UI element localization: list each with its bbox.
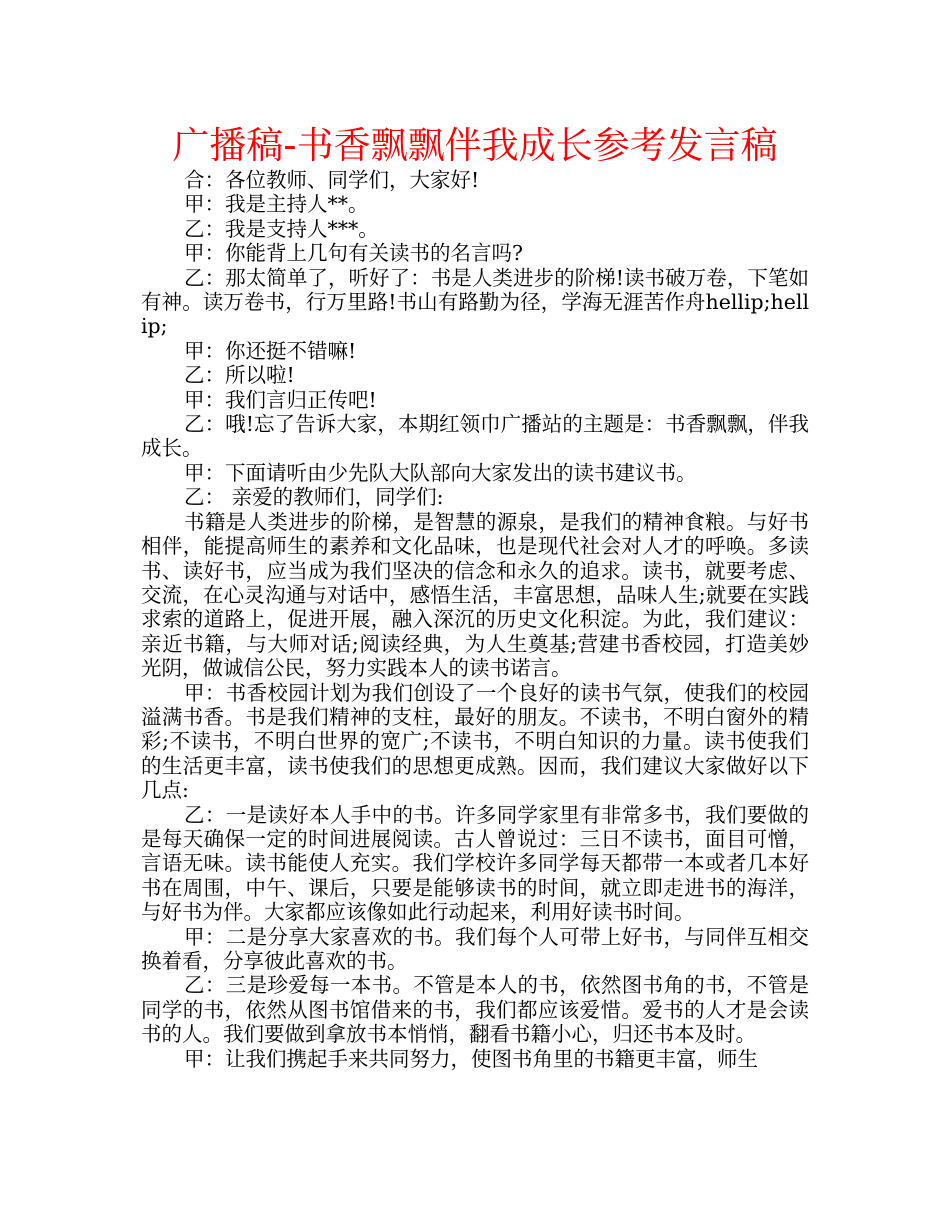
paragraph: 甲：我是主持人**。: [184, 192, 369, 217]
paragraph: 书籍是人类进步的阶梯，是智慧的源泉，是我们的精神食粮。与好书相伴，能提高师生的素养和文化品味，也是现代社会对人才的呼唤。多读书、读好书，应当成为我们坚决的信念和永久的追求。读书，就要考虑、交流，在心灵沟通与对话中，感悟生活，丰富思想，品味人生;就要在实践求索的道路上，促进开展，融入深沉的历史文化积淀。为此，我们建议：亲近书籍，与大师对话;阅读经典，为人生奠基;营建书香校园，打造美妙光阴，做诚信公民，努力实践本人的读书诺言。: [141, 509, 809, 681]
paragraph: 甲：让我们携起手来共同努力，使图书角里的书籍更丰富，师生: [184, 1046, 759, 1071]
paragraph: 乙：哦!忘了告诉大家，本期红领巾广播站的主题是：书香飘飘，伴我成长。: [141, 412, 809, 461]
paragraph: 甲：下面请听由少先队大队部向大家发出的读书建议书。: [184, 460, 697, 485]
paragraph: 乙：那太简单了，听好了：书是人类进步的阶梯!读书破万卷，下笔如有神。读万卷书，行万里路!书山有路勤为径，学海无涯苦作舟hellip;hellip;: [141, 265, 809, 339]
paragraph: 乙：所以啦!: [184, 363, 295, 388]
document-title: 广播稿-书香飘飘伴我成长参考发言稿: [172, 124, 778, 167]
paragraph: 乙： 亲爱的教师们，同学们:: [184, 485, 444, 510]
paragraph: 甲：你能背上几句有关读书的名言吗?: [184, 241, 524, 266]
paragraph: 甲：我们言归正传吧!: [184, 387, 377, 412]
document-body: [141, 168, 809, 1071]
paragraph: 甲：二是分享大家喜欢的书。我们每个人可带上好书，与同伴互相交换着看，分享彼此喜欢的书。: [141, 924, 809, 973]
paragraph: 甲：你还挺不错嘛!: [184, 338, 357, 363]
paragraph: 乙：三是珍爱每一本书。不管是本人的书，依然图书角的书，不管是同学的书，依然从图书馆借来的书，我们都应该爱惜。爱书的人才是会读书的人。我们要做到拿放书本悄悄，翻看书籍小心，归还书本及时。: [141, 973, 809, 1047]
paragraph: 合：各位教师、同学们，大家好!: [184, 168, 480, 192]
paragraph: 乙：我是支持人***。: [184, 216, 379, 241]
paragraph: 甲：书香校园计划为我们创设了一个良好的读书气氛，使我们的校园溢满书香。书是我们精神的支柱，最好的朋友。不读书，不明白窗外的精彩;不读书，不明白世界的宽广;不读书，不明白知识的力量。读书使我们的生活更丰富，读书使我们的思想更成熟。因而，我们建议大家做好以下几点:: [141, 680, 809, 803]
paragraph: 乙：一是读好本人手中的书。许多同学家里有非常多书，我们要做的是每天确保一定的时间进展阅读。古人曾说过：三日不读书，面目可憎，言语无味。读书能使人充实。我们学校许多同学每天都带一本或者几本好书在周围，中午、课后，只要是能够读书的时间，就立即走进书的海洋，与好书为伴。大家都应该像如此行动起来，利用好读书时间。: [141, 802, 809, 925]
